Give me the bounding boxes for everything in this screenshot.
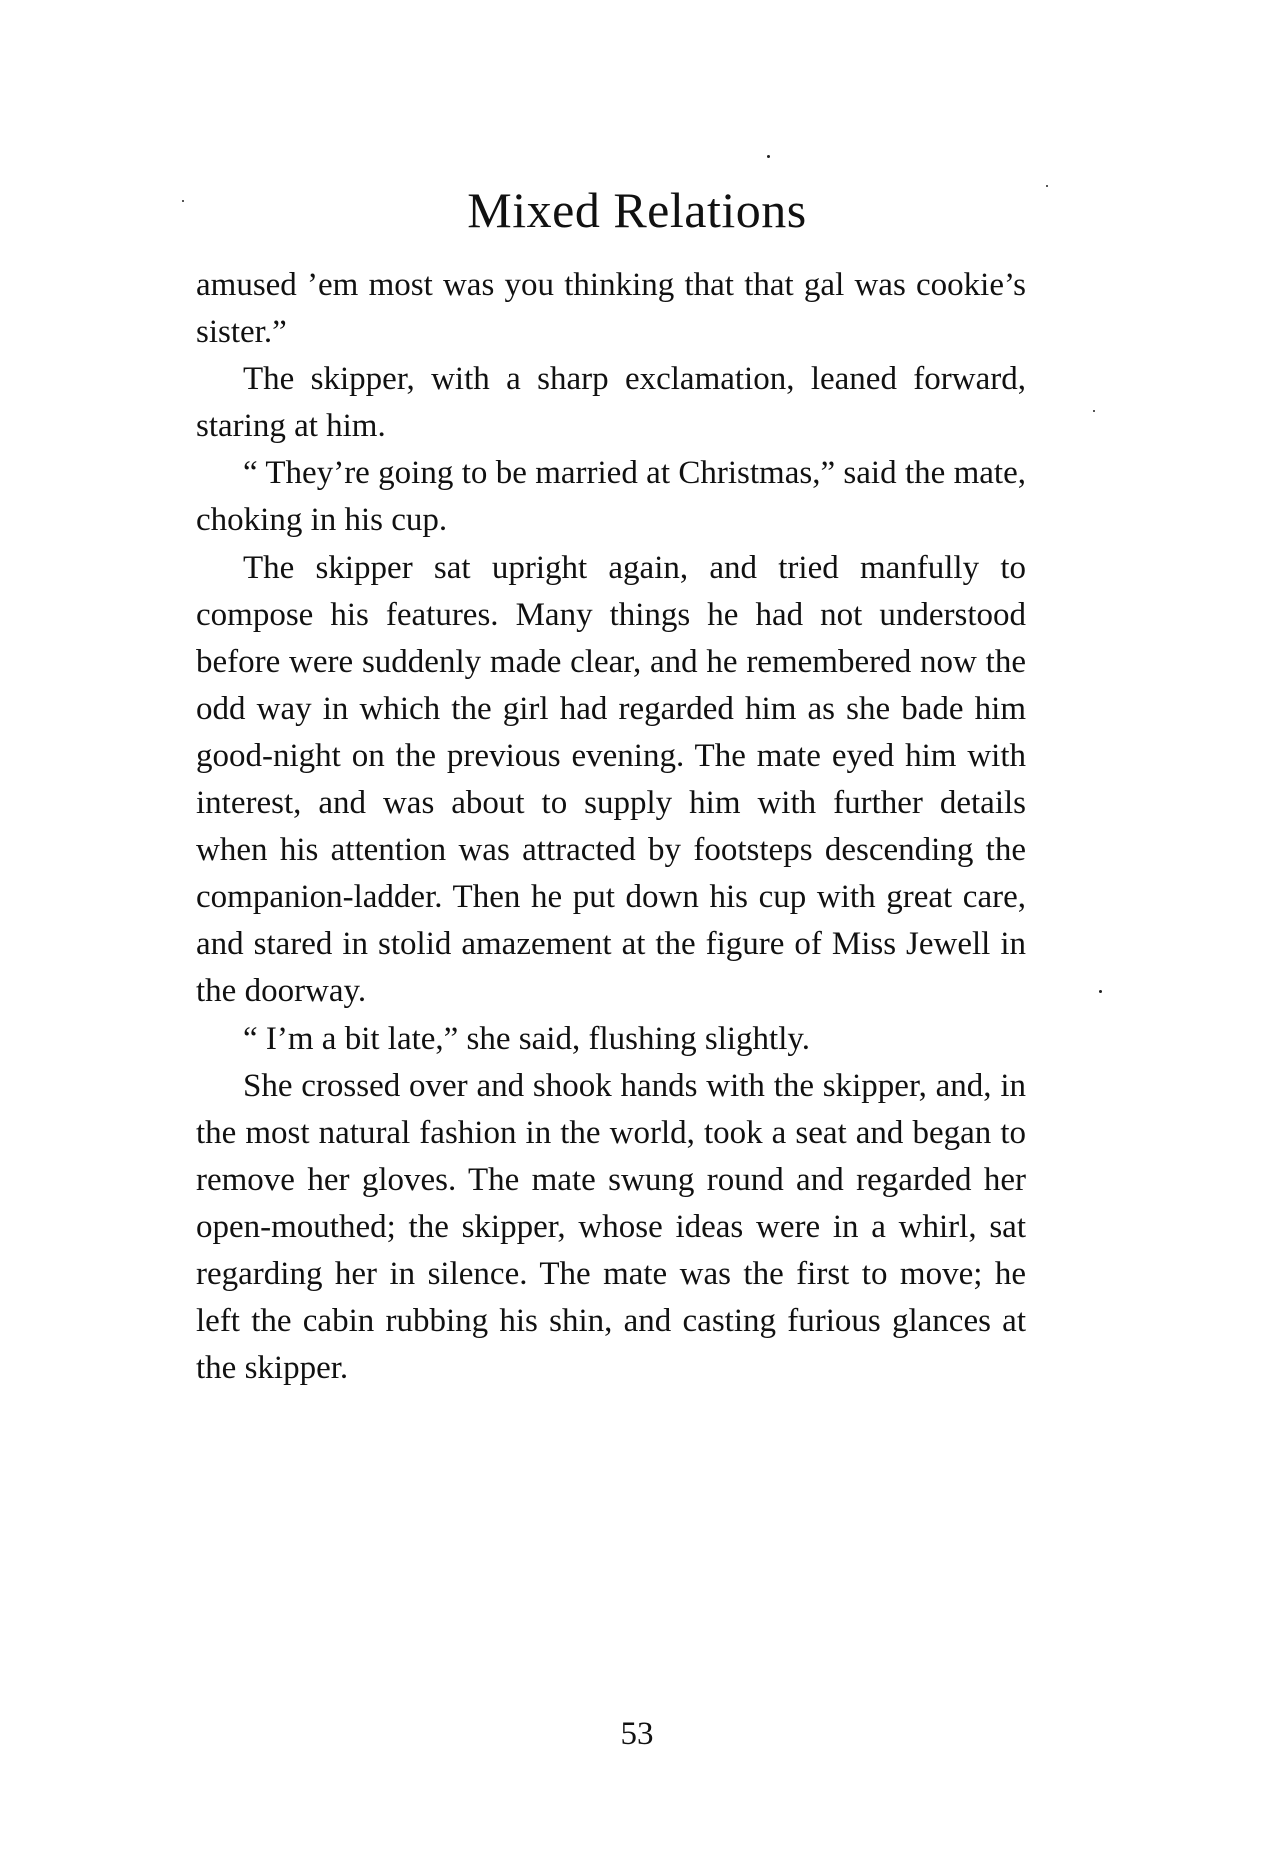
scan-speck	[1093, 410, 1095, 412]
page-number: 53	[620, 1716, 654, 1752]
paragraph: The skipper, with a sharp exclamation, leaned forward, staring at him.	[196, 361, 1026, 445]
scan-speck	[1046, 185, 1048, 187]
paragraph: amused ’em most was you thinking that that gal was cookie’s sister.”	[196, 267, 1026, 351]
scan-speck	[1099, 990, 1102, 993]
paragraph: “ I’m a bit late,” she said, flushing slightly.	[243, 1020, 810, 1057]
paragraph: “ They’re going to be married at Christmas,” said the mate, choking in his cup.	[196, 455, 1026, 539]
paragraph: She crossed over and shook hands with the skipper, and, in the most natural fashion in the world, took a seat and began to remove her gloves. The mate swung round and regarded her open-mouthed; the skipper, whose ideas were in a whirl, sat regarding her in silence. The mate was the first to move; he left the cabin rubbing his shin, and casting furious glances at the skipper.	[196, 1067, 1026, 1387]
scan-speck	[182, 200, 184, 202]
body-text	[196, 262, 1026, 1392]
scan-speck	[767, 155, 770, 158]
running-head: Mixed Relations	[467, 182, 807, 238]
paragraph: The skipper sat upright again, and tried manfully to compose his features. Many things he had not understood before were suddenly made clear, and he remembered now the odd way in which the girl had regarded him as she bade him good-night on the previous evening. The mate eyed him with interest, and was about to supply him with further details when his attention was attracted by footsteps descending the companion-ladder. Then he put down his cup with great care, and stared in stolid amazement at the figure of Miss Jewell in the doorway.	[196, 549, 1026, 1010]
